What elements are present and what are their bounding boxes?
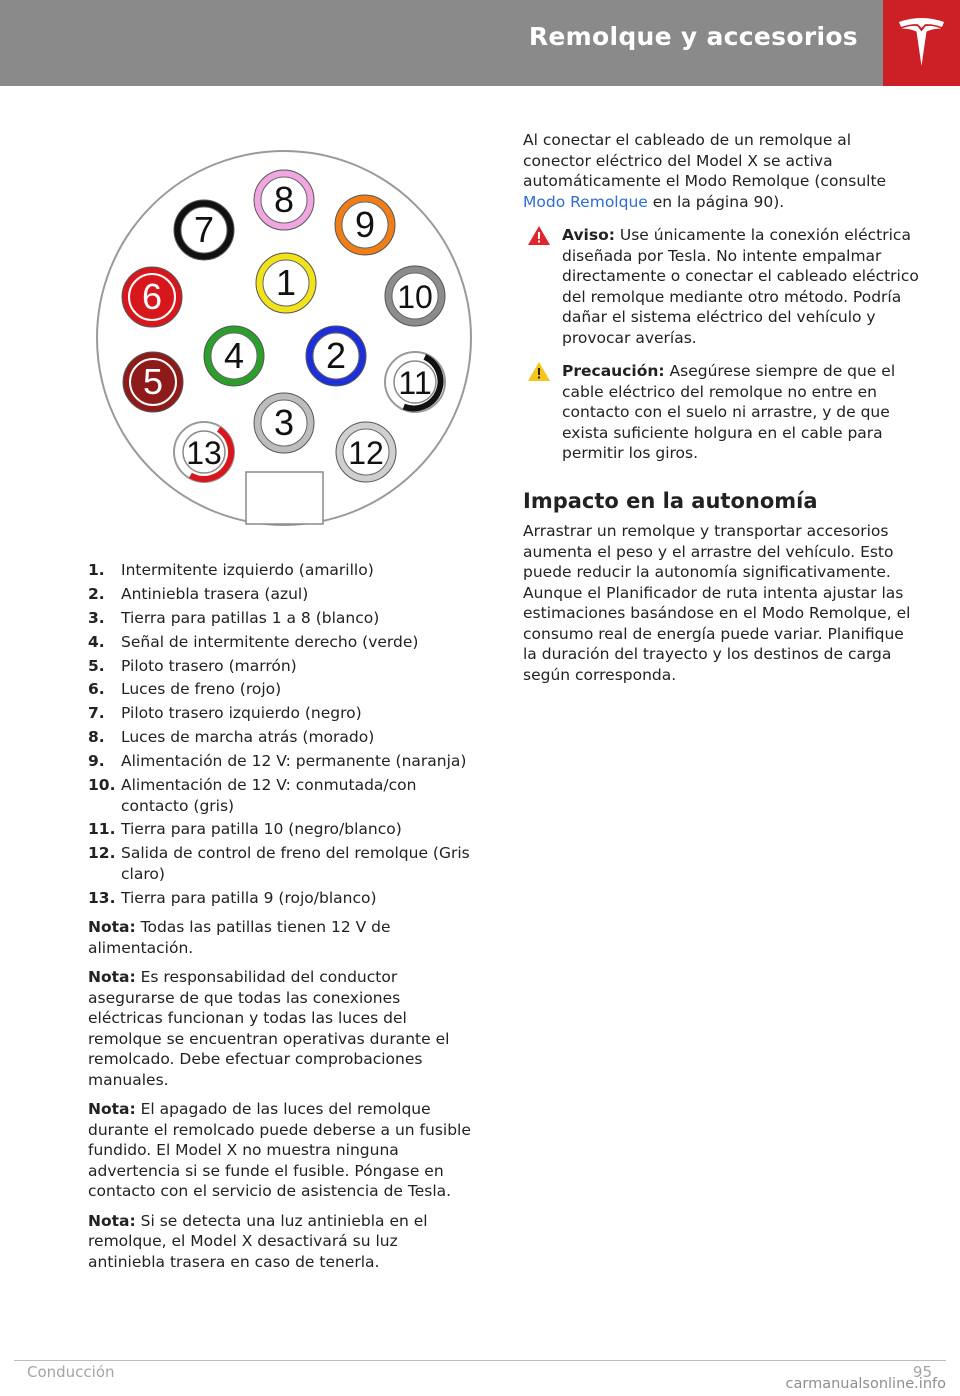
- warning-callout: [523, 225, 919, 348]
- pin-number: 10: [397, 279, 433, 315]
- legend-number: 7.: [88, 704, 105, 723]
- intro-text: Al conectar el cableado de un remolque al conector eléctrico del Model X se activa automáticamente el Modo Remolque (consulte: [523, 131, 887, 190]
- legend-text: Piloto trasero izquierdo (negro): [121, 704, 362, 723]
- legend-number: 10.: [88, 776, 116, 795]
- legend-item: [88, 560, 476, 581]
- note-3: [88, 1099, 476, 1202]
- note-label: Nota:: [88, 968, 136, 987]
- footer-page-number: 95: [912, 1363, 932, 1381]
- connector-pin-9: [335, 195, 395, 255]
- section-body-autonomia: Arrastrar un remolque y transportar accesorios aumenta el peso y el arrastre del vehículo. Esto puede reducir la autonomía significativamente. Aunque el Planificador de ruta intenta ajustar las estimaciones basándose en el Modo Remolque, el consumo real de energía puede variar. Planifique la duración del trayecto y los destinos de carga según corresponda.: [523, 522, 911, 684]
- legend-text: Tierra para patilla 9 (rojo/blanco): [121, 888, 377, 907]
- connector-pin-1: [256, 253, 316, 313]
- legend-text: Salida de control de freno del remolque (Gris claro): [121, 844, 470, 883]
- footer-section-name: Conducción: [27, 1363, 115, 1381]
- trailer-connector-diagram: [94, 150, 474, 530]
- note-label: Nota:: [88, 918, 136, 937]
- connector-pin-12: [336, 422, 396, 482]
- legend-item: [88, 819, 476, 840]
- legend-text: Antiniebla trasera (azul): [121, 584, 309, 603]
- connector-pin-7: [174, 200, 234, 260]
- footer-divider: [14, 1360, 946, 1361]
- intro-text-end: en la página 90).: [647, 192, 785, 211]
- legend-item: [88, 727, 476, 748]
- legend-item: [88, 888, 476, 909]
- legend-item: [88, 843, 476, 884]
- note-4: [88, 1211, 476, 1273]
- legend-number: 13.: [88, 888, 116, 907]
- note-text: Todas las patillas tienen 12 V de alimentación.: [88, 918, 391, 957]
- legend-text: Alimentación de 12 V: permanente (naranja): [121, 752, 467, 771]
- note-1: [88, 917, 476, 958]
- page-header: [0, 0, 960, 86]
- legend-number: 6.: [88, 680, 105, 699]
- pin-number: 1: [275, 262, 297, 303]
- pin-number: 7: [193, 209, 215, 250]
- intro-paragraph: [523, 130, 919, 212]
- page-title: Remolque y accesorios: [528, 22, 858, 51]
- note-text: Si se detecta una luz antiniebla en el remolque, el Model X desactivará su luz antiniebla trasera en caso de tenerla.: [88, 1211, 428, 1271]
- pin-number: 4: [223, 335, 245, 376]
- connector-key-slot: [246, 472, 323, 524]
- legend-item: [88, 751, 476, 772]
- legend-number: 12.: [88, 844, 116, 863]
- pin-number: 11: [398, 365, 432, 401]
- connector-pin-3: [254, 393, 314, 453]
- note-text: El apagado de las luces del remolque durante el remolcado puede deberse a un fusible fundido. El Model X no muestra ninguna advertencia si se funde el fusible. Póngase en contacto con el servicio de asistencia de Tesla.: [88, 1100, 471, 1201]
- legend-number: 9.: [88, 752, 105, 771]
- brand-logo-box: [883, 0, 960, 86]
- legend-text: Piloto trasero (marrón): [121, 656, 297, 675]
- legend-number: 11.: [88, 820, 116, 839]
- connector-pin-13: [174, 422, 234, 482]
- legend-item: [88, 632, 476, 653]
- legend-text: Tierra para patillas 1 a 8 (blanco): [121, 608, 380, 627]
- pin-number: 3: [273, 402, 295, 443]
- connector-pin-4: [204, 326, 264, 386]
- note-label: Nota:: [88, 1100, 136, 1119]
- legend-number: 3.: [88, 608, 105, 627]
- legend-text: Luces de freno (rojo): [121, 680, 282, 699]
- pin-number: 13: [186, 435, 222, 471]
- caution-label: Precaución:: [562, 362, 665, 380]
- note-text: Es responsabilidad del conductor asegurarse de que todas las conexiones eléctricas funcionan y todas las luces del remolque se encuentran operativas durante el remolcado. Debe efectuar comprobaciones manuales.: [88, 968, 450, 1089]
- warning-triangle-icon: [527, 225, 551, 246]
- note-2: [88, 967, 476, 1090]
- connector-pin-10: [385, 266, 445, 326]
- caution-callout: [523, 361, 919, 464]
- legend-number: 4.: [88, 632, 105, 651]
- pin-number: 6: [141, 276, 163, 317]
- connector-pin-2: [306, 326, 366, 386]
- caution-text: Asegúrese siempre de que el cable eléctrico del remolque no entre en contacto con el suelo ni arrastre, y de que exista suficiente holgura en el cable para permitir los giros.: [562, 362, 896, 462]
- legend-text: Intermitente izquierdo (amarillo): [121, 561, 374, 579]
- pin-number: 5: [142, 361, 164, 402]
- legend-text: Señal de intermitente derecho (verde): [121, 632, 419, 651]
- legend-number: 8.: [88, 728, 105, 747]
- pin-number: 12: [348, 435, 384, 471]
- warning-text: Use únicamente la conexión eléctrica diseñada por Tesla. No intente empalmar directamente o conectar el cableado eléctrico del remolque mediante otro método. Podría dañar el sistema eléctrico del vehículo y provocar averías.: [562, 226, 919, 347]
- pin-number: 2: [325, 335, 347, 376]
- pin-number: 9: [354, 204, 376, 245]
- legend-number: 1.: [88, 561, 105, 579]
- pin-legend-list: [88, 560, 476, 908]
- legend-item: [88, 584, 476, 605]
- tesla-logo-icon: [897, 16, 946, 68]
- legend-item: [88, 608, 476, 629]
- legend-text: Tierra para patilla 10 (negro/blanco): [121, 820, 402, 839]
- legend-text: Luces de marcha atrás (morado): [121, 728, 375, 747]
- legend-item: [88, 679, 476, 700]
- legend-item: [88, 775, 476, 816]
- connector-pin-5: [123, 352, 183, 412]
- legend-item: [88, 703, 476, 724]
- right-column: [523, 130, 919, 685]
- legend-item: [88, 656, 476, 677]
- caution-triangle-icon: [527, 361, 551, 382]
- legend-number: 5.: [88, 656, 105, 675]
- modo-remolque-link[interactable]: Modo Remolque: [523, 192, 648, 211]
- warning-label: Aviso:: [562, 226, 615, 244]
- pin-legend: [88, 560, 476, 1272]
- legend-text: Alimentación de 12 V: conmutada/con contacto (gris): [121, 776, 417, 815]
- connector-pin-6: [122, 267, 182, 327]
- note-label: Nota:: [88, 1211, 136, 1230]
- pin-number: 8: [273, 179, 295, 220]
- connector-pin-11: [385, 352, 445, 412]
- watermark-text: carmanualsonline.info: [785, 1376, 946, 1392]
- connector-pin-8: [254, 170, 314, 230]
- section-heading-autonomia: Impacto en la autonomía: [523, 488, 818, 513]
- legend-number: 2.: [88, 584, 105, 603]
